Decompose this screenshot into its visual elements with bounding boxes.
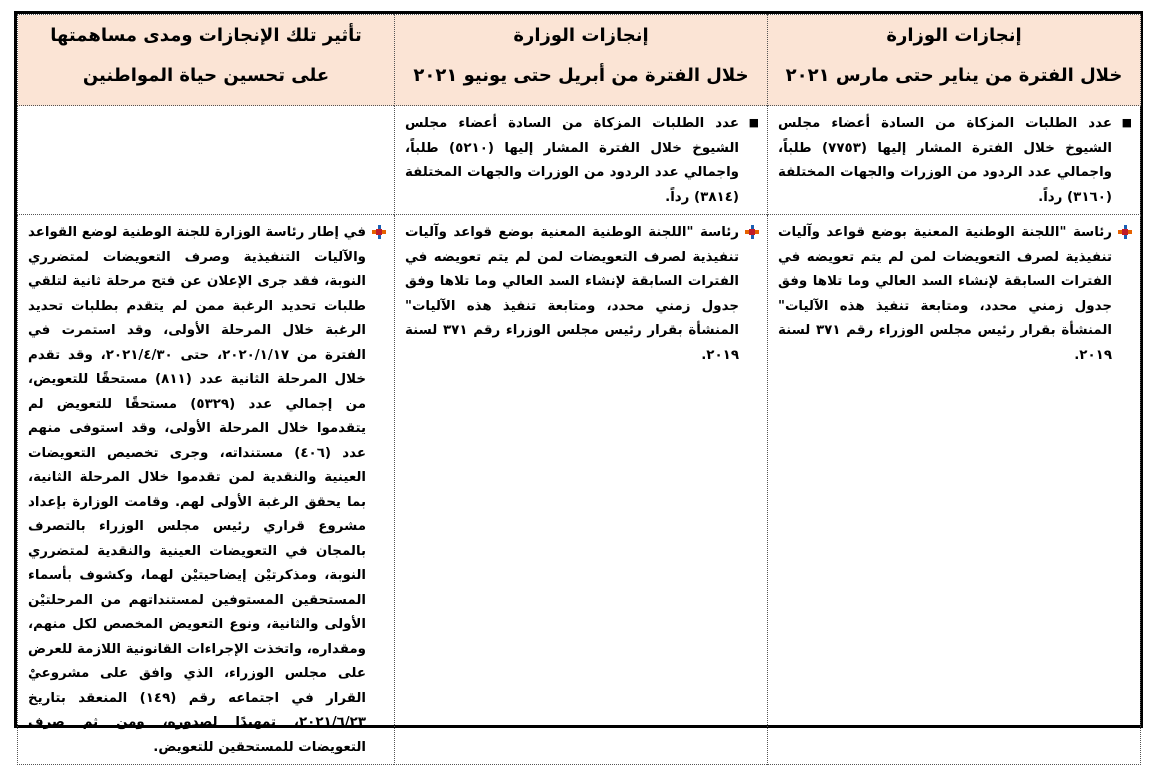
list-item bbox=[778, 112, 1132, 210]
header-title: إنجازات الوزارة bbox=[513, 25, 649, 46]
header-col-apr-jun bbox=[395, 15, 768, 106]
header-title: إنجازات الوزارة bbox=[886, 25, 1022, 46]
list-item bbox=[778, 221, 1132, 368]
item-text: في إطار رئاسة الوزارة للجنة الوطنية لوضع القواعد والآليات التنفيذية وصرف التعويضات لمتضرري النوبة، فقد جرى الإعلان عن فتح مرحلة ثانية لتلقي طلبات تحديد الرغبة ممن لم يتقدم بطلبات تحديد الرغبة خلال المرحلة الأولى، وقد استمرت في الفترة من ٢٠٢٠/١/١٧، حتى ٢٠٢١/٤/٣٠، وقد تقدم خلال المرحلة الثانية عدد (٨١١) مستحقًا للتعويض، من إجمالي عدد (٥٣٢٩) مستحقًا للتعويض لم يتقدموا خلال المرحلة الأولى، وقد استوفى منهم عدد (٤٠٦) مستنداته، وجرى تخصيص التعويضات العينية والنقدية لمن تقدموا خلال المرحلة الثانية، بما يحقق الرغبة الأولى لهم. وقامت الوزارة بإعداد مشروع قراري رئيس مجلس الوزراء بالتصرف بالمجان في التعويضات العينية والنقدية لمتضرري النوبة، ومذكرتيْن إيضاحيتيْن لهما، وكشوف بأسماء المستحقين المستوفين لمستنداتهم من المرحلتيْن الأولى والثانية، ونوع التعويض المخصص لكل منهم، ومقداره، واتخذت الإجراءات القانونية اللازمة للعرض على مجلس الوزراء، الذي وافق على مشروعيْ القرار في اجتماعه رقم (١٤٩) المنعقد بتاريخ ٢٠٢١/٦/٢٣، تمهيدًا لصدوره، ومن ثم صرف التعويضات للمستحقين للتعويض. bbox=[27, 225, 366, 755]
item-text: رئاسة "اللجنة الوطنية المعنية بوضع قواعد وآليات تنفيذية لصرف التعويضات لمن لم يتم تعويضه في الفترات السابقة لإنشاء السد العالي وما تلاها وفق جدول زمني محدد، ومتابعة تنفيذ هذه الآليات" المنشأة بقرار رئيس مجلس الوزراء رقم ٣٧١ لسنة ٢٠١٩. bbox=[778, 225, 1113, 363]
document-frame bbox=[14, 11, 1143, 755]
square-bullet-icon: ■ bbox=[1121, 116, 1132, 129]
cell-col2 bbox=[395, 215, 768, 765]
table-row bbox=[18, 215, 1141, 765]
cell-col3 bbox=[18, 215, 395, 765]
square-bullet-icon: ■ bbox=[748, 116, 759, 129]
header-row bbox=[18, 15, 1141, 106]
header-period: خلال الفترة من يناير حتى مارس ٢٠٢١ bbox=[785, 65, 1123, 86]
cell-col2 bbox=[395, 106, 768, 215]
cell-col3 bbox=[18, 106, 395, 215]
header-period: خلال الفترة من أبريل حتى يونيو ٢٠٢١ bbox=[413, 65, 749, 86]
diamond-bullet-icon bbox=[370, 222, 386, 246]
cell-col1 bbox=[768, 106, 1141, 215]
item-text: عدد الطلبات المزكاة من السادة أعضاء مجلس الشيوخ خلال الفترة المشار إليها (٥٢١٠) طلباً، واجمالي عدد الردود من الوزرات والجهات المختلفة (٣٨١٤) رداً. bbox=[405, 116, 739, 205]
header-col-impact bbox=[18, 15, 395, 106]
table-row bbox=[18, 106, 1141, 215]
cell-col1 bbox=[768, 215, 1141, 765]
diamond-bullet-icon bbox=[1116, 222, 1132, 246]
item-text: عدد الطلبات المزكاة من السادة أعضاء مجلس الشيوخ خلال الفترة المشار إليها (٧٧٥٣) طلباً، واجمالي عدد الردود من الوزرات والجهات المختلفة (٣١٦٠) رداً. bbox=[778, 116, 1112, 205]
list-item bbox=[405, 221, 759, 368]
achievements-table bbox=[17, 14, 1141, 765]
header-col-jan-mar bbox=[768, 15, 1141, 106]
header-subtitle: على تحسين حياة المواطنين bbox=[82, 65, 330, 86]
diamond-bullet-icon bbox=[743, 222, 759, 246]
list-item bbox=[28, 221, 386, 760]
item-text: رئاسة "اللجنة الوطنية المعنية بوضع قواعد وآليات تنفيذية لصرف التعويضات لمن لم يتم تعويضه في الفترات السابقة لإنشاء السد العالي وما تلاها وفق جدول زمني محدد، ومتابعة تنفيذ هذه الآليات" المنشأة بقرار رئيس مجلس الوزراء رقم ٣٧١ لسنة ٢٠١٩. bbox=[405, 225, 740, 363]
list-item bbox=[405, 112, 759, 210]
header-title: تأثير تلك الإنجازات ومدى مساهمتها bbox=[50, 25, 362, 46]
